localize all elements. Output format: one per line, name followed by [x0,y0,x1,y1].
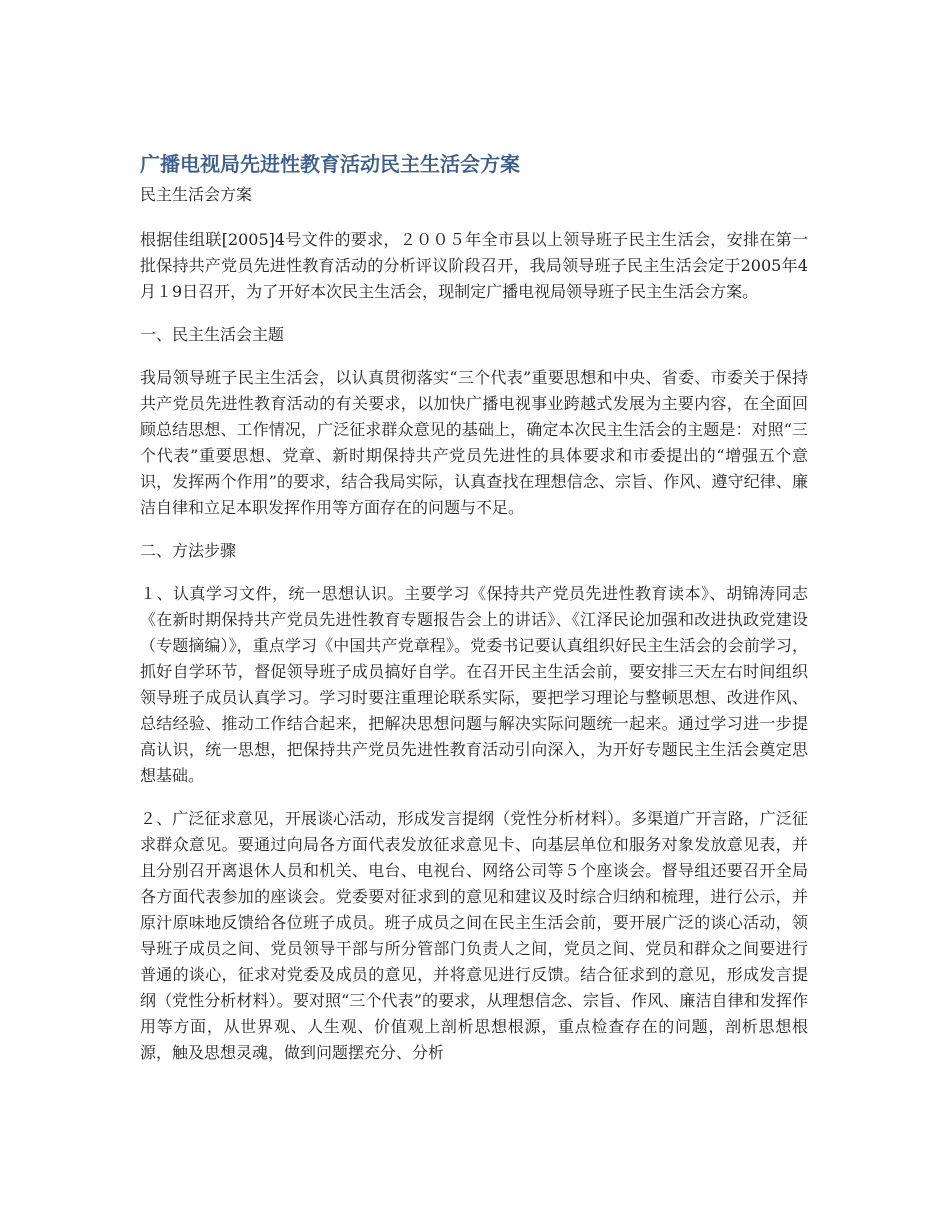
section-heading-theme: 一、民主生活会主题 [140,325,285,344]
document-title: 广播电视局先进性教育活动民主生活会方案 [140,152,520,176]
section-body-theme: 我局领导班子民主生活会，以认真贯彻落实“三个代表”重要思想和中央、省委、市委关于保持共产党员先进性教育活动的有关要求，以加快广播电视事业跨越式发展为主要内容，在全面回顾总结思想、工作情况，广泛征求群众意见的基础上，确定本次民主生活会的主题是：对照“三个代表”重要思想、党章、新时期保持共产党员先进性的具体要求和市委提出的“增强五个意识，发挥两个作用”的要求，结合我局实际，认真查找在理想信念、宗旨、作风、遵守纪律、廉洁自律和立足本职发挥作用等方面存在的问题与不足。 [140,368,808,517]
step-paragraph-2: ２、广泛征求意见，开展谈心活动，形成发言提纲（党性分析材料）。多渠道广开言路，广泛征求群众意见。要通过向局各方面代表发放征求意见卡、向基层单位和服务对象发放意见表，并且分别召开离退休人员和机关、电台、电视台、网络公司等５个座谈会。督导组还要召开全局各方面代表参加的座谈会。党委要对征求到的意见和建议及时综合归纳和梳理，进行公示，并原汁原味地反馈给各位班子成员。班子成员之间在民主生活会前，要开展广泛的谈心活动，领导班子成员之间、党员领导干部与所分管部门负责人之间，党员之间、党员和群众之间要进行普通的谈心，征求对党委及成员的意见，并将意见进行反馈。结合征求到的意见，形成发言提纲（党性分析材料）。要对照“三个代表”的要求，从理想信念、宗旨、作风、廉洁自律和发挥作用等方面，从世界观、人生观、价值观上剖析思想根源，重点检查存在的问题，剖析思想根源，触及思想灵魂，做到问题摆充分、分析 [140,809,808,1062]
section-heading-steps: 二、方法步骤 [140,541,237,560]
step-paragraph-1: １、认真学习文件，统一思想认识。主要学习《保持共产党员先进性教育读本》、胡锦涛同志《在新时期保持共产党员先进性教育专题报告会上的讲话》、《江泽民论加强和改进执政党建设（专题摘编）》，重点学习《中国共产党章程》。党委书记要认真组织好民主生活会的会前学习，抓好自学环节，督促领导班子成员搞好自学。在召开民主生活会前，要安排三天左右时间组织领导班子成员认真学习。学习时要注重理论联系实际，要把学习理论与整顿思想、改进作风、总结经验、推动工作结合起来，把解决思想问题与解决实际问题统一起来。通过学习进一步提高认识，统一思想，把保持共产党员先进性教育活动引向深入，为开好专题民主生活会奠定思想基础。 [140,584,808,785]
document-subtitle: 民主生活会方案 [140,185,253,204]
document-page [140,150,808,1066]
intro-paragraph: 根据佳组联[2005]4号文件的要求，２００５年全市县以上领导班子民主生活会，安排在第一批保持共产党员先进性教育活动的分析评议阶段召开，我局领导班子民主生活会定于2005年4月１9日召开，为了开好本次民主生活会，现制定广播电视局领导班子民主生活会方案。 [140,230,808,301]
